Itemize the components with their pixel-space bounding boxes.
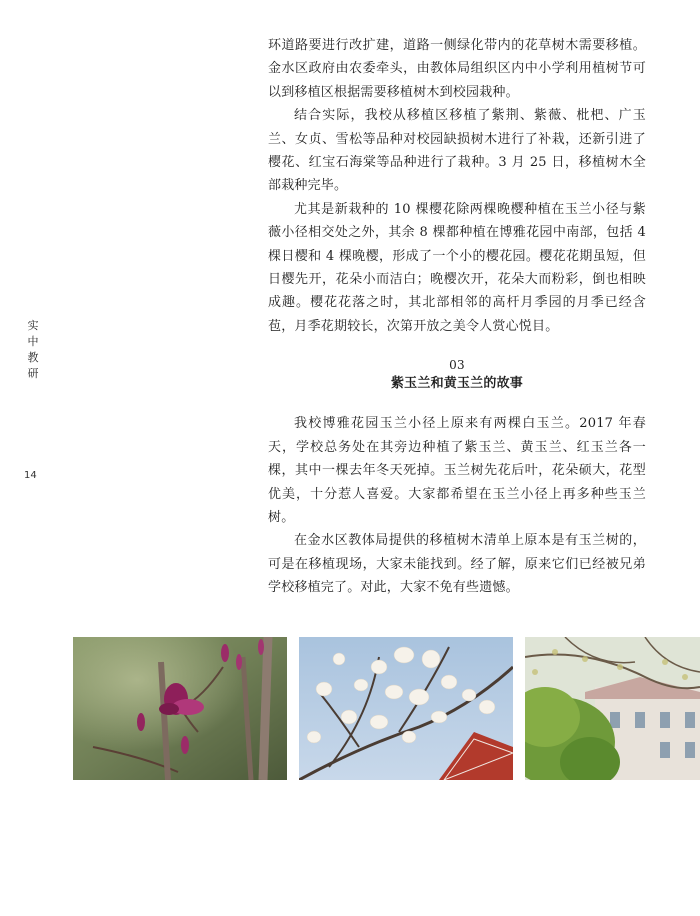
- campus-trees-photo: [525, 637, 700, 780]
- paragraph: 尤其是新栽种的 10 棵樱花除两棵晚樱种植在玉兰小径与紫薇小径相交处之外，其余 8 棵都种植在博雅花园中南部，包括 4 棵日樱和 4 棵晚樱，形成了一个小的樱花园。樱花花期虽短，但日樱先开，花朵小而洁白；晚樱次开，花朵大而粉彩，倒也相映成趣。樱花花落之时，其北部相邻的高杆月季园的月季已经含苞，月季花期较长，次第开放之美令人赏心悦目。: [268, 201, 646, 334]
- side-label-char: 教: [27, 351, 39, 364]
- section-title: 紫玉兰和黄玉兰的故事: [390, 376, 523, 392]
- paragraph: 环道路要进行改扩建，道路一侧绿化带内的花草树木需要移植。金水区政府由农委牵头，由教体局组织区内中小学利用植树节可以到移植区根据需要移植树木到校园栽种。: [268, 38, 646, 100]
- side-label-char: 实: [27, 319, 39, 332]
- side-label-char: 中: [27, 335, 39, 348]
- side-label-char: 研: [27, 367, 39, 380]
- white-magnolia-photo: [299, 637, 513, 780]
- purple-magnolia-photo: [73, 637, 287, 780]
- page-number: 14: [24, 470, 37, 481]
- journal-side-label: [26, 318, 40, 382]
- section-number: 03: [449, 358, 465, 373]
- paragraph: 我校博雅花园玉兰小径上原来有两棵白玉兰。2017 年春天，学校总务处在其旁边种植了紫玉兰、黄玉兰、红玉兰各一棵，其中一棵去年冬天死掉。玉兰树先花后叶，花朵硕大，花型优美，十分惹人喜爱。大家都希望在玉兰小径上再多种些玉兰树。: [268, 416, 646, 525]
- paragraph: 结合实际，我校从移植区移植了紫荆、紫薇、枇杷、广玉兰、女贞、雪松等品种对校园缺损树木进行了补栽，还新引进了樱花、红宝石海棠等品种进行了栽种。3 月 25 日，移植树木全部栽种完毕。: [268, 108, 646, 194]
- article-body: [268, 34, 646, 600]
- paragraph: 在金水区教体局提供的移植树木清单上原本是有玉兰树的，可是在移植现场，大家未能找到。经了解，原来它们已经被兄弟学校移植完了。对此，大家不免有些遗憾。: [268, 533, 646, 596]
- photo-strip: [0, 637, 700, 780]
